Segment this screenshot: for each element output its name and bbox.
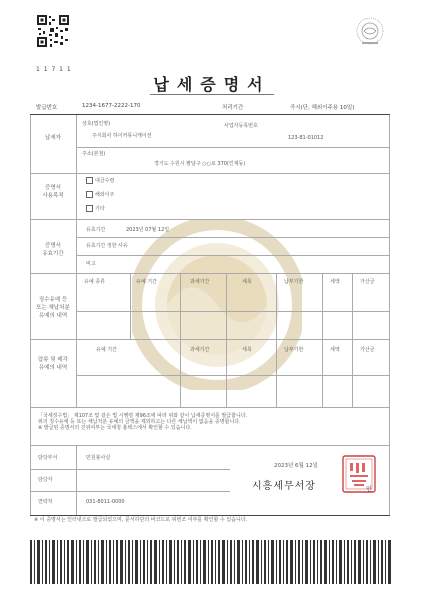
deferred-col-2: 유예 기간 xyxy=(136,279,157,285)
certification-statement: 「국세징수법」 제107조 및 같은 법 시행령 제96조에 따라 위와 같이 납세증명서를 발급합니다. 위의 징수유예 등 또는 체납처분 유예의 금액을 제외하고는 다른 체납액이 없음을 증명합니다. ※ 발급된 증명서의 진위여부는 국세청 홈택스에서 확인할 수 있습니다. xyxy=(38,413,248,431)
delinquent-col-1: 유예 기간 xyxy=(96,347,117,353)
taxpayer-id-label: 사업자등록번호 xyxy=(224,123,258,129)
signature-date: 2023년 6월 12일 xyxy=(274,463,318,469)
taxpayer-address-label: 주소(본점) xyxy=(82,151,106,157)
purpose-option-2[interactable]: 해외이주 xyxy=(86,191,114,198)
issue-no-label: 발급번호 xyxy=(36,105,58,111)
table-border-left xyxy=(30,115,31,515)
footer-barcode xyxy=(30,538,394,586)
deferred-col-7: 가산금 xyxy=(360,279,375,285)
validity-note-label: 비고 xyxy=(86,261,96,267)
issue-no-value: 1234-1677-2222-170 xyxy=(82,103,141,109)
deferred-col-4: 세목 xyxy=(242,279,252,285)
taxpayer-name-value: 주식회사 하이커뮤니케이션 xyxy=(92,133,152,139)
label-column-divider xyxy=(76,115,77,407)
deferred-col-6: 세액 xyxy=(330,279,340,285)
government-emblem-icon xyxy=(355,16,385,46)
delinquent-col-2: 과세기간 xyxy=(190,347,210,353)
signature-office: 시흥세무서장 xyxy=(252,481,316,492)
validity-date-label: 유효기간 xyxy=(86,227,106,233)
issuer-dept-label: 담당부서 xyxy=(38,455,58,461)
page-title: 납세증명서 xyxy=(153,75,271,94)
delinquent-col-5: 세액 xyxy=(330,347,340,353)
purpose-label: 증명서 사용목적 xyxy=(42,185,64,199)
qr-code xyxy=(36,14,70,48)
validity-reason-label: 유효기간 정한 사유 xyxy=(86,243,128,249)
issuer-officer-label: 담당자 xyxy=(38,477,53,483)
certificate-table xyxy=(30,114,390,516)
validity-date-value: 2023년 07월 12일 xyxy=(126,227,170,233)
title-underline xyxy=(150,94,274,95)
checkbox[interactable] xyxy=(86,205,93,212)
document-serial: 1 1 7 1 1 xyxy=(36,66,72,73)
checkbox[interactable] xyxy=(86,191,93,198)
purpose-option-1[interactable]: 대금수령 xyxy=(86,177,114,184)
delinquent-tax-label: 압류 및 매각 유예의 내역 xyxy=(37,357,69,371)
taxpayer-address-value: 경기도 수원시 팔달구 ○○로 370(인계동) xyxy=(154,161,246,167)
processing-period-value: 즉시(단, 해외이주용 10일) xyxy=(290,105,355,111)
deferred-col-3: 과세기간 xyxy=(190,279,210,285)
issuer-phone-label: 연락처 xyxy=(38,499,53,505)
delinquent-col-6: 가산금 xyxy=(360,347,375,353)
table-border-right xyxy=(389,115,390,515)
checkbox[interactable] xyxy=(86,177,93,184)
taxpayer-name-label: 상호(법인명) xyxy=(82,121,111,127)
deferred-col-5: 납부기한 xyxy=(284,279,304,285)
validity-label: 증명서 유효기간 xyxy=(42,243,64,257)
deferred-col-1: 유예 종류 xyxy=(84,279,105,285)
delinquent-col-3: 세목 xyxy=(242,347,252,353)
deferred-tax-label: 징수유예 등 또는 체납처분 유예의 내역 xyxy=(36,297,70,319)
footer-notes: ※ 이 증명서는 인터넷으로 발급되었으며, 문서하단의 바코드로 위변조 여부를 확인할 수 있습니다. xyxy=(34,517,248,523)
taxpayer-id-value: 123-81-01012 xyxy=(288,135,324,141)
issuer-phone-value: 031-8011-0000 xyxy=(86,499,125,505)
taxpayer-label: 납세자 xyxy=(45,135,61,141)
delinquent-col-4: 납부기한 xyxy=(284,347,304,353)
issuer-dept-value: 민원봉사실 xyxy=(86,455,111,461)
processing-period-label: 처리기간 xyxy=(222,105,244,111)
purpose-option-3[interactable]: 기타 xyxy=(86,205,105,212)
seal-mark: 인 xyxy=(366,486,372,493)
